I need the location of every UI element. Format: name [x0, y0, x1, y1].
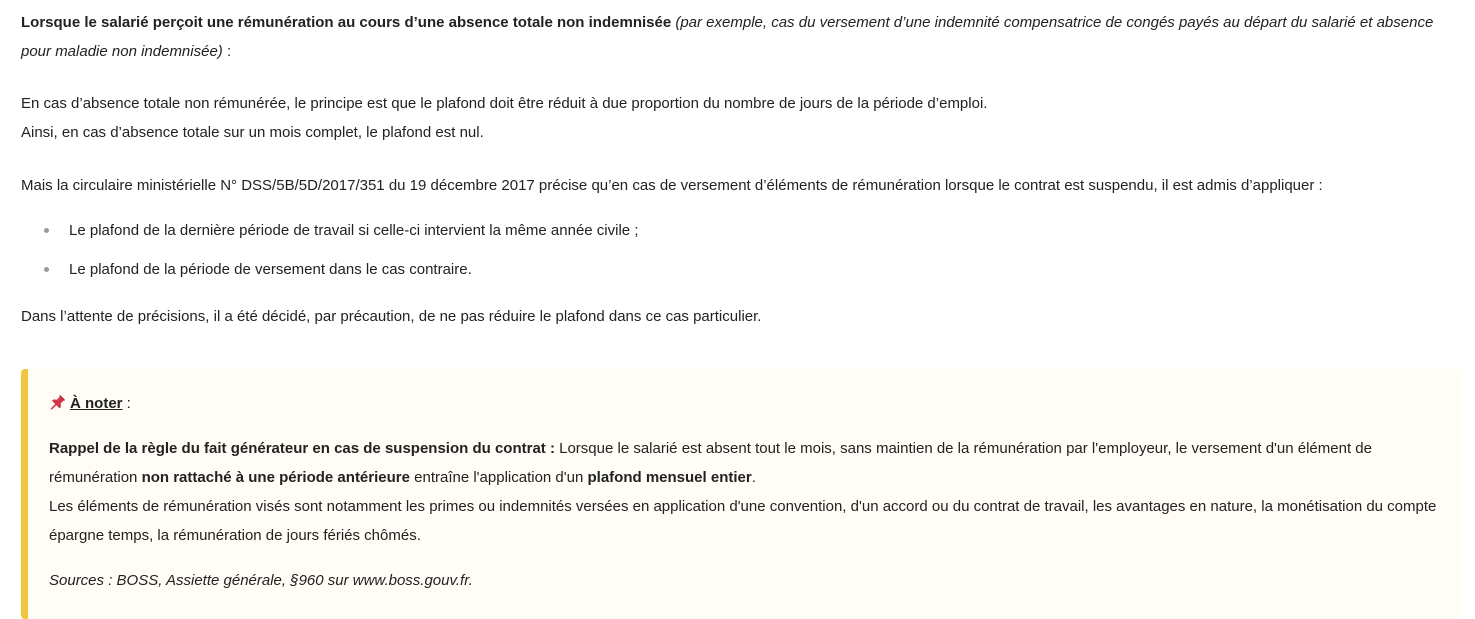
conclusion-paragraph: Dans l’attente de précisions, il a été décidé, par précaution, de ne pas réduire le plafond dans ce cas particulier. — [21, 308, 762, 325]
article-body — [21, 8, 1461, 356]
bullet-list — [21, 216, 1461, 284]
bullet-dot-icon — [44, 267, 49, 272]
note-rappel-bold-2: non rattaché à une période antérieure — [141, 469, 410, 486]
circulaire-paragraph: Mais la circulaire ministérielle N° DSS/5B/5D/2017/351 du 19 décembre 2017 précise qu’en cas de versement d’éléments de rémunération lorsque le contrat est suspendu, il est admis d’appliquer : — [21, 177, 1323, 194]
intro-italic-text: (par exemple, cas du versement d’une indemnité compensatrice de congés payés au départ du salarié et absence pour maladie non indemnisée) — [21, 14, 1434, 60]
principle-line-2: Ainsi, en cas d’absence totale sur un mois complet, le plafond est nul. — [21, 124, 484, 141]
note-title-colon: : — [122, 395, 131, 412]
note-rappel-bold-3: plafond mensuel entier — [587, 469, 752, 486]
note-rappel-text-1: Lorsque le salarié est absent tout le mois, sans maintien de la rémunération par l'employeur, le versement d'un élément de rémunération — [49, 440, 1372, 486]
note-rappel-text-3: . — [751, 469, 756, 486]
intro-paragraph — [21, 8, 1461, 66]
pushpin-icon — [49, 393, 67, 411]
note-rappel-paragraph — [49, 434, 1442, 492]
note-title-label: À noter — [70, 395, 123, 412]
note-rappel-text-2: entraîne l'application d'un — [409, 469, 588, 486]
principle-line-1: En cas d’absence totale non rémunérée, le principe est que le plafond doit être réduit à due proportion du nombre de jours de la période d’emploi. — [21, 95, 988, 112]
note-elements-paragraph: Les éléments de rémunération visés sont notamment les primes ou indemnités versées en application d'une convention, d'un accord ou du contrat de travail, les avantages en nature, la monétisation du compte épargne temps, la rémunération de jours fériés chômés. — [49, 498, 1437, 544]
note-rappel-bold: Rappel de la règle du fait générateur en cas de suspension du contrat : — [49, 440, 555, 457]
list-item-text: Le plafond de la dernière période de travail si celle-ci intervient la même année civile ; — [69, 222, 639, 239]
note-title — [49, 389, 1442, 418]
note-callout — [21, 369, 1462, 619]
bullet-dot-icon — [44, 228, 49, 233]
principle-paragraph — [21, 89, 1461, 147]
list-item — [21, 216, 1461, 245]
list-item-text: Le plafond de la période de versement dans le cas contraire. — [69, 261, 472, 278]
intro-colon: : — [222, 43, 232, 60]
note-sources: Sources : BOSS, Assiette générale, §960 sur www.boss.gouv.fr. — [49, 572, 473, 589]
list-item — [21, 255, 1461, 284]
intro-bold-text: Lorsque le salarié perçoit une rémunération au cours d’une absence totale non indemnisée — [21, 14, 672, 31]
